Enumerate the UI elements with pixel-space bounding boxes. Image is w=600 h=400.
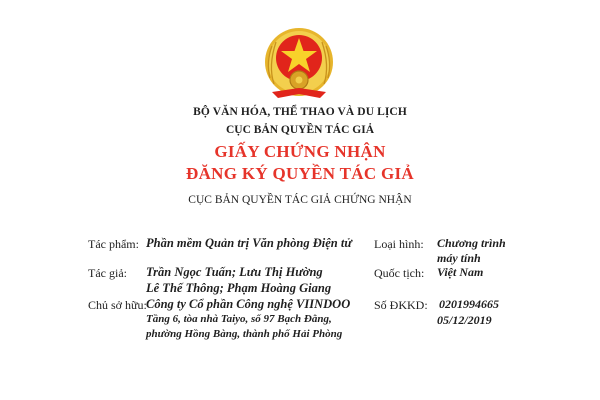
owner-name: Công ty Cổ phần Công nghệ VIINDOO <box>146 297 351 311</box>
owner-label: Chủ sở hữu: <box>88 298 147 312</box>
author-label: Tác giả: <box>88 266 127 280</box>
author-line1: Trần Ngọc Tuấn; Lưu Thị Hường <box>146 265 323 279</box>
nationality-label: Quốc tịch: <box>374 266 425 280</box>
certificate-title: GIẤY CHỨNG NHẬN <box>214 142 386 161</box>
work-label: Tác phẩm: <box>88 237 139 251</box>
ministry-name: BỘ VĂN HÓA, THỂ THAO VÀ DU LỊCH <box>193 106 407 118</box>
nationality-value: Việt Nam <box>437 265 484 279</box>
department-name: CỤC BẢN QUYỀN TÁC GIẢ <box>225 124 375 136</box>
type-label: Loại hình: <box>374 237 424 251</box>
type-value-line2: máy tính <box>437 251 481 265</box>
owner-address-line1: Tầng 6, tòa nhà Taiyo, số 97 Bạch Đằng, <box>146 313 332 325</box>
national-emblem-icon <box>254 22 344 100</box>
regno-value: 0201994665 <box>439 297 499 311</box>
type-value-line1: Chương trình <box>437 236 506 250</box>
certificate-subtitle: ĐĂNG KÝ QUYỀN TÁC GIẢ <box>186 164 414 183</box>
work-value: Phần mềm Quản trị Văn phòng Điện tử <box>146 236 352 250</box>
owner-address-line2: phường Hồng Bàng, thành phố Hải Phòng <box>146 328 343 340</box>
author-line2: Lê Thế Thông; Phạm Hoàng Giang <box>146 281 332 295</box>
certification-statement: CỤC BẢN QUYỀN TÁC GIẢ CHỨNG NHẬN <box>188 194 412 206</box>
regno-date: 05/12/2019 <box>437 313 492 327</box>
regno-label: Số ĐKKD: <box>374 298 428 312</box>
